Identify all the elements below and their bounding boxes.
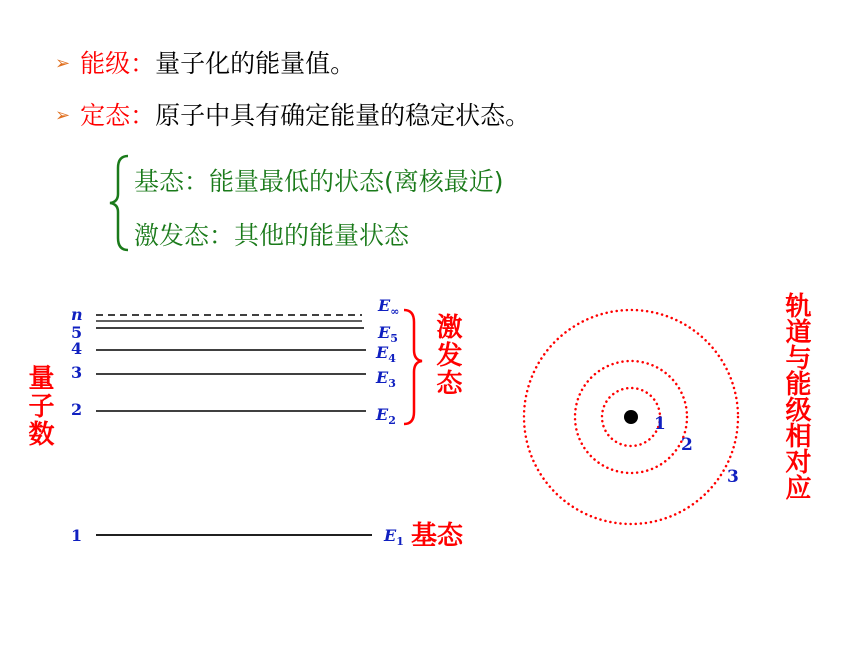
term-colon: ： [130,49,156,78]
excited-state-definition: 激发态：其他的能量状态 [134,221,410,250]
energy-label-5: $E_5$ [378,323,398,346]
excited-brace [404,310,422,424]
orbit-energy-title: 轨道与能级相对应 [781,292,811,500]
states-brace [110,156,128,250]
orbit-label-1: 1 [654,414,666,434]
arrow-bullet-icon: ➢ [55,53,71,74]
term-label: 定态 [80,101,131,130]
energy-label-3: $E_3$ [376,368,396,391]
ground-state-label: 基态 [411,521,464,551]
term-colon: ： [130,101,156,130]
level-number-1: 1 [71,526,83,545]
orbit-label-2: 2 [681,435,693,455]
definition-text: 原子中具有确定能量的稳定状态。 [155,101,531,130]
excited-state-label: 激发态 [432,313,462,397]
orbit-label-3: 3 [727,467,739,487]
level-number-2: 2 [71,400,83,419]
quantum-number-label: 量子数 [24,364,54,448]
nucleus [624,410,638,424]
energy-label-inf: $E_\infty$ [378,296,400,319]
ground-state-definition: 基态：能量最低的状态(离核最近) [134,167,504,196]
level-number-3: 3 [71,363,83,382]
level-number-4: 4 [71,339,83,358]
term-label: 能级 [80,49,131,78]
energy-label-4: $E_4$ [376,343,396,366]
level-number-5: 5 [71,323,83,342]
level-number-n: n [71,305,83,324]
energy-label-1: $E_1$ [384,526,404,549]
definition-text: 量子化的能量值。 [155,49,356,78]
arrow-bullet-icon: ➢ [55,105,71,126]
energy-label-2: $E_2$ [376,405,396,428]
